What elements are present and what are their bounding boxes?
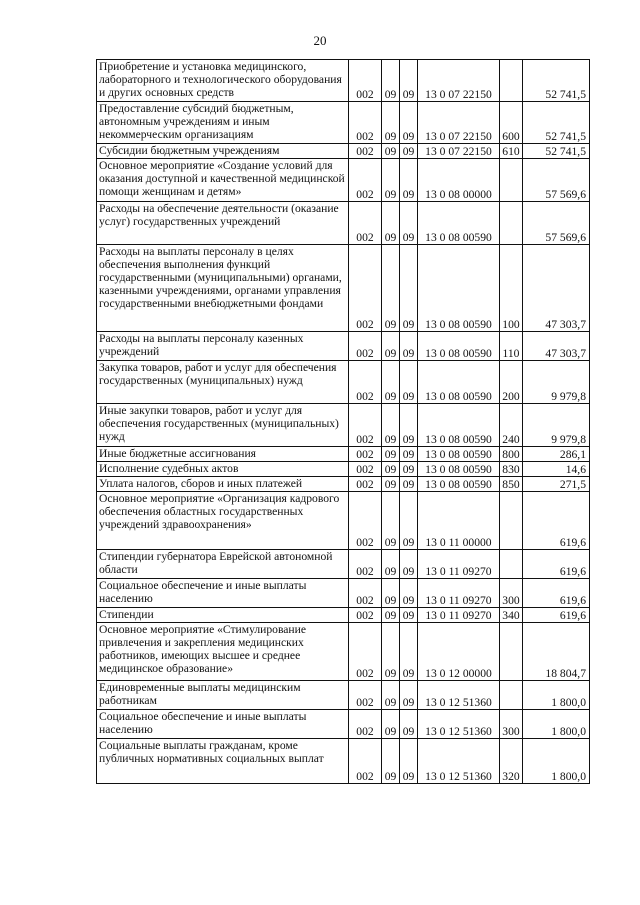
- table-row: [97, 710, 590, 739]
- expense-name-cell: Социальные выплаты гражданам, кроме публичных нормативных социальных выплат: [97, 739, 349, 784]
- subsection-code-cell: 09: [400, 681, 418, 710]
- expense-type-code-cell: 200: [500, 361, 523, 404]
- amount-cell: 619,6: [523, 550, 590, 579]
- amount-cell: 52 741,5: [523, 102, 590, 144]
- target-item-code-cell: 13 0 11 09270: [418, 608, 500, 623]
- subsection-code-cell: 09: [400, 102, 418, 144]
- expense-name-cell: Стипендии: [97, 608, 349, 623]
- amount-cell: 286,1: [523, 447, 590, 462]
- administrator-code-cell: 002: [349, 681, 382, 710]
- expense-type-code-cell: [500, 492, 523, 550]
- section-code-cell: 09: [382, 332, 400, 361]
- section-code-cell: 09: [382, 102, 400, 144]
- subsection-code-cell: 09: [400, 144, 418, 159]
- administrator-code-cell: 002: [349, 245, 382, 332]
- expense-name-cell: Социальное обеспечение и иные выплаты населению: [97, 579, 349, 608]
- expense-name-cell: Исполнение судебных актов: [97, 462, 349, 477]
- subsection-code-cell: 09: [400, 550, 418, 579]
- expense-type-code-cell: 110: [500, 332, 523, 361]
- table-row: [97, 144, 590, 159]
- table-row: [97, 462, 590, 477]
- administrator-code-cell: 002: [349, 404, 382, 447]
- table-row: [97, 681, 590, 710]
- section-code-cell: 09: [382, 710, 400, 739]
- subsection-code-cell: 09: [400, 623, 418, 681]
- subsection-code-cell: 09: [400, 159, 418, 202]
- target-item-code-cell: 13 0 08 00590: [418, 447, 500, 462]
- budget-table: [96, 59, 590, 784]
- administrator-code-cell: 002: [349, 550, 382, 579]
- section-code-cell: 09: [382, 361, 400, 404]
- subsection-code-cell: 09: [400, 60, 418, 102]
- administrator-code-cell: 002: [349, 159, 382, 202]
- target-item-code-cell: 13 0 08 00590: [418, 332, 500, 361]
- section-code-cell: 09: [382, 447, 400, 462]
- target-item-code-cell: 13 0 08 00590: [418, 202, 500, 245]
- expense-type-code-cell: [500, 60, 523, 102]
- expense-type-code-cell: 240: [500, 404, 523, 447]
- expense-type-code-cell: 300: [500, 579, 523, 608]
- section-code-cell: 09: [382, 462, 400, 477]
- target-item-code-cell: 13 0 08 00590: [418, 404, 500, 447]
- section-code-cell: 09: [382, 60, 400, 102]
- target-item-code-cell: 13 0 12 51360: [418, 710, 500, 739]
- expense-type-code-cell: 340: [500, 608, 523, 623]
- target-item-code-cell: 13 0 11 09270: [418, 550, 500, 579]
- subsection-code-cell: 09: [400, 245, 418, 332]
- administrator-code-cell: 002: [349, 477, 382, 492]
- expense-type-code-cell: 100: [500, 245, 523, 332]
- amount-cell: 47 303,7: [523, 245, 590, 332]
- subsection-code-cell: 09: [400, 710, 418, 739]
- administrator-code-cell: 002: [349, 710, 382, 739]
- administrator-code-cell: 002: [349, 361, 382, 404]
- table-row: [97, 739, 590, 784]
- expense-name-cell: Расходы на выплаты персоналу в целях обеспечения выполнения функций государственными (муниципальными) органами, казенными учреждениями, органами управления государственными внебюджетными фондами: [97, 245, 349, 332]
- expense-name-cell: Иные бюджетные ассигнования: [97, 447, 349, 462]
- table-row: [97, 492, 590, 550]
- administrator-code-cell: 002: [349, 332, 382, 361]
- expense-type-code-cell: [500, 623, 523, 681]
- section-code-cell: 09: [382, 550, 400, 579]
- subsection-code-cell: 09: [400, 477, 418, 492]
- target-item-code-cell: 13 0 08 00000: [418, 159, 500, 202]
- table-row: [97, 159, 590, 202]
- target-item-code-cell: 13 0 11 00000: [418, 492, 500, 550]
- amount-cell: 14,6: [523, 462, 590, 477]
- expense-name-cell: Основное мероприятие «Стимулирование привлечения и закрепления медицинских работников, имеющих высшее и среднее медицинское образование»: [97, 623, 349, 681]
- subsection-code-cell: 09: [400, 202, 418, 245]
- subsection-code-cell: 09: [400, 608, 418, 623]
- target-item-code-cell: 13 0 11 09270: [418, 579, 500, 608]
- amount-cell: 271,5: [523, 477, 590, 492]
- expense-name-cell: Закупка товаров, работ и услуг для обеспечения государственных (муниципальных) нужд: [97, 361, 349, 404]
- table-row: [97, 608, 590, 623]
- section-code-cell: 09: [382, 202, 400, 245]
- administrator-code-cell: 002: [349, 60, 382, 102]
- administrator-code-cell: 002: [349, 202, 382, 245]
- table-row: [97, 245, 590, 332]
- section-code-cell: 09: [382, 608, 400, 623]
- amount-cell: 57 569,6: [523, 159, 590, 202]
- section-code-cell: 09: [382, 492, 400, 550]
- amount-cell: 619,6: [523, 492, 590, 550]
- administrator-code-cell: 002: [349, 579, 382, 608]
- target-item-code-cell: 13 0 07 22150: [418, 102, 500, 144]
- subsection-code-cell: 09: [400, 739, 418, 784]
- table-row: [97, 623, 590, 681]
- section-code-cell: 09: [382, 245, 400, 332]
- expense-name-cell: Стипендии губернатора Еврейской автономной области: [97, 550, 349, 579]
- section-code-cell: 09: [382, 159, 400, 202]
- administrator-code-cell: 002: [349, 608, 382, 623]
- administrator-code-cell: 002: [349, 102, 382, 144]
- expense-type-code-cell: [500, 159, 523, 202]
- amount-cell: 47 303,7: [523, 332, 590, 361]
- target-item-code-cell: 13 0 07 22150: [418, 144, 500, 159]
- table-row: [97, 404, 590, 447]
- administrator-code-cell: 002: [349, 447, 382, 462]
- expense-type-code-cell: [500, 681, 523, 710]
- administrator-code-cell: 002: [349, 144, 382, 159]
- table-row: [97, 202, 590, 245]
- expense-type-code-cell: 320: [500, 739, 523, 784]
- subsection-code-cell: 09: [400, 404, 418, 447]
- section-code-cell: 09: [382, 144, 400, 159]
- expense-name-cell: Расходы на выплаты персоналу казенных учреждений: [97, 332, 349, 361]
- section-code-cell: 09: [382, 579, 400, 608]
- amount-cell: 52 741,5: [523, 144, 590, 159]
- amount-cell: 18 804,7: [523, 623, 590, 681]
- amount-cell: 619,6: [523, 608, 590, 623]
- expense-name-cell: Основное мероприятие «Создание условий для оказания доступной и качественной медицинской помощи женщинам и детям»: [97, 159, 349, 202]
- amount-cell: 619,6: [523, 579, 590, 608]
- target-item-code-cell: 13 0 08 00590: [418, 477, 500, 492]
- expense-type-code-cell: 610: [500, 144, 523, 159]
- subsection-code-cell: 09: [400, 361, 418, 404]
- amount-cell: 57 569,6: [523, 202, 590, 245]
- page-number: 20: [313, 33, 327, 48]
- target-item-code-cell: 13 0 08 00590: [418, 462, 500, 477]
- amount-cell: 9 979,8: [523, 404, 590, 447]
- administrator-code-cell: 002: [349, 492, 382, 550]
- table-row: [97, 361, 590, 404]
- expense-name-cell: Расходы на обеспечение деятельности (оказание услуг) государственных учреждений: [97, 202, 349, 245]
- section-code-cell: 09: [382, 477, 400, 492]
- administrator-code-cell: 002: [349, 739, 382, 784]
- expense-name-cell: Основное мероприятие «Организация кадрового обеспечения областных государственных учреждений здравоохранения»: [97, 492, 349, 550]
- expense-name-cell: Единовременные выплаты медицинским работникам: [97, 681, 349, 710]
- expense-type-code-cell: 850: [500, 477, 523, 492]
- expense-name-cell: Иные закупки товаров, работ и услуг для обеспечения государственных (муниципальных) нужд: [97, 404, 349, 447]
- expense-type-code-cell: 600: [500, 102, 523, 144]
- subsection-code-cell: 09: [400, 447, 418, 462]
- expense-type-code-cell: [500, 202, 523, 245]
- expense-name-cell: Предоставление субсидий бюджетным, автономным учреждениям и иным некоммерческим организациям: [97, 102, 349, 144]
- expense-name-cell: Социальное обеспечение и иные выплаты населению: [97, 710, 349, 739]
- amount-cell: 1 800,0: [523, 681, 590, 710]
- expense-name-cell: Уплата налогов, сборов и иных платежей: [97, 477, 349, 492]
- administrator-code-cell: 002: [349, 623, 382, 681]
- expense-type-code-cell: 800: [500, 447, 523, 462]
- target-item-code-cell: 13 0 12 51360: [418, 739, 500, 784]
- subsection-code-cell: 09: [400, 462, 418, 477]
- section-code-cell: 09: [382, 681, 400, 710]
- subsection-code-cell: 09: [400, 332, 418, 361]
- target-item-code-cell: 13 0 12 00000: [418, 623, 500, 681]
- expense-name-cell: Приобретение и установка медицинского, лабораторного и технологического оборудования и других основных средств: [97, 60, 349, 102]
- target-item-code-cell: 13 0 08 00590: [418, 361, 500, 404]
- subsection-code-cell: 09: [400, 579, 418, 608]
- amount-cell: 1 800,0: [523, 710, 590, 739]
- section-code-cell: 09: [382, 623, 400, 681]
- expense-type-code-cell: 830: [500, 462, 523, 477]
- target-item-code-cell: 13 0 08 00590: [418, 245, 500, 332]
- table-row: [97, 579, 590, 608]
- table-row: [97, 102, 590, 144]
- target-item-code-cell: 13 0 12 51360: [418, 681, 500, 710]
- table-row: [97, 550, 590, 579]
- section-code-cell: 09: [382, 739, 400, 784]
- budget-table-body: [97, 60, 590, 784]
- table-row: [97, 447, 590, 462]
- subsection-code-cell: 09: [400, 492, 418, 550]
- amount-cell: 9 979,8: [523, 361, 590, 404]
- expense-type-code-cell: 300: [500, 710, 523, 739]
- table-row: [97, 477, 590, 492]
- table-row: [97, 332, 590, 361]
- table-row: [97, 60, 590, 102]
- expense-name-cell: Субсидии бюджетным учреждениям: [97, 144, 349, 159]
- amount-cell: 1 800,0: [523, 739, 590, 784]
- section-code-cell: 09: [382, 404, 400, 447]
- expense-type-code-cell: [500, 550, 523, 579]
- administrator-code-cell: 002: [349, 462, 382, 477]
- amount-cell: 52 741,5: [523, 60, 590, 102]
- target-item-code-cell: 13 0 07 22150: [418, 60, 500, 102]
